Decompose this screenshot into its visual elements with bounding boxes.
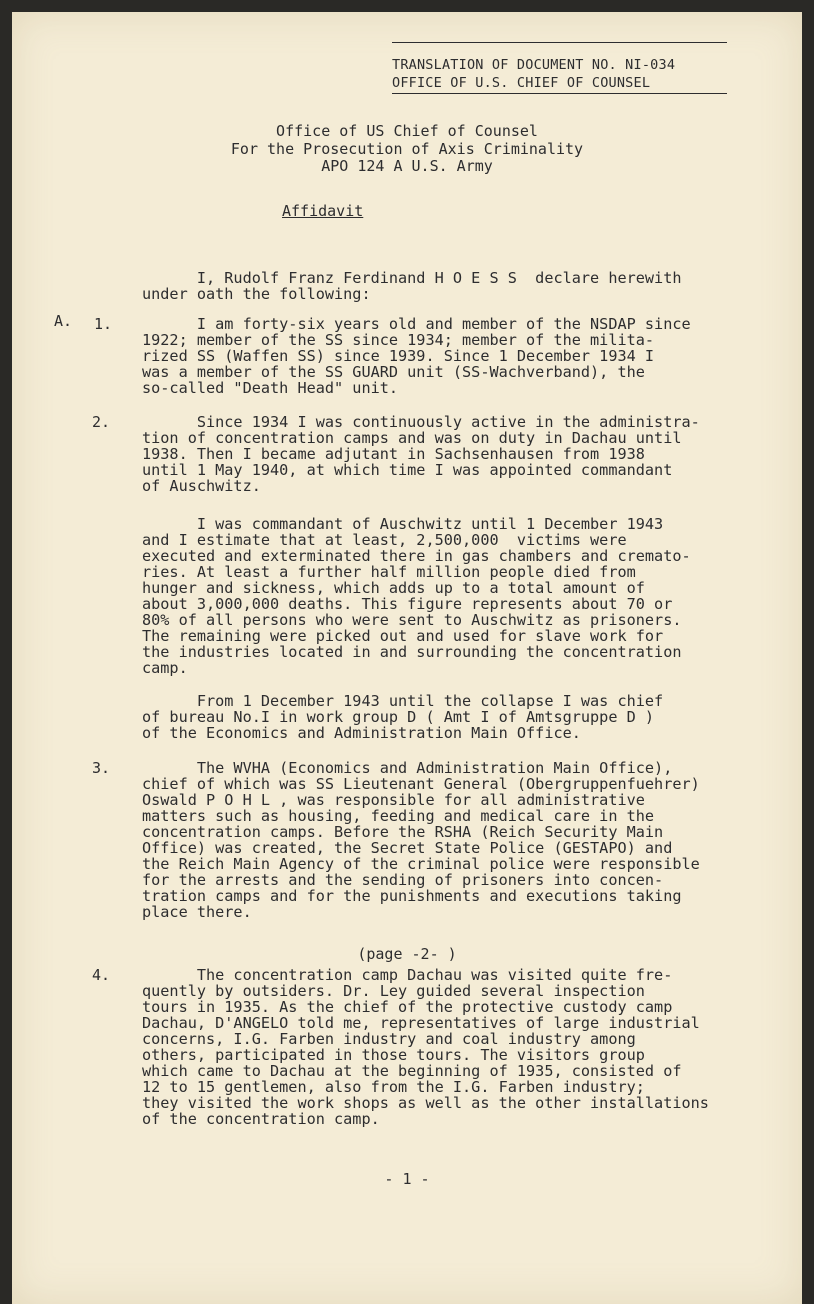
section-a-marker: A. — [54, 312, 73, 330]
page-number: - 1 - — [384, 1170, 430, 1188]
paragraph-number-3: 3. — [92, 759, 111, 777]
office-line1: Office of US Chief of Counsel — [276, 122, 538, 140]
paragraph-4: The concentration camp Dachau was visited quite fre- quently by outsiders. Dr. Ley guided several inspection tours in 1935. As the chief of the protective custody camp Dachau, D'ANGELO told me, representatives of large industrial concerns, I.G. Farben industry and coal industry among others, participated in those tours. The visitors group which came to Dachau at the beginning of 1935, consisted of 12 to 15 gentlemen, also from the I.G. Farben industry; they visited the work shops as well as the other installations of the concentration camp. — [142, 966, 709, 1128]
paragraph-3: The WVHA (Economics and Administration Main Office), chief of which was SS Lieutenant General (Obergruppenfuehrer) Oswald P O H L , was responsible for all administrative matters such as housing, feeding and medical care in the concentration camps. Before the RSHA (Reich Security Main Office) was created, the Secret State Police (GESTAPO) and the Reich Main Agency of the criminal police were responsible for the arrests and the sending of prisoners into concen- tration camps and for the punishments and executions taking place there. — [142, 759, 700, 921]
paragraph-1: I am forty-six years old and member of the NSDAP since 1922; member of the SS since 1934; member of the milita- rized SS (Waffen SS) since 1939. Since 1 December 1934 I was a member of the SS GUARD unit (SS-Wachverband), the so-called "Death Head" unit. — [142, 315, 691, 397]
paragraph-2: Since 1934 I was continuously active in the administra- tion of concentration camps and was on duty in Dachau until 1938. Then I became adjutant in Sachsenhausen from 1938 until 1 May 1940, at which time I was appointed commandant of Auschwitz. — [142, 413, 700, 495]
document-page — [12, 12, 802, 1304]
translation-header-line1: TRANSLATION OF DOCUMENT NO. NI-034 — [392, 57, 676, 73]
intro-paragraph: I, Rudolf Franz Ferdinand H O E S S declare herewith under oath the following: — [142, 269, 682, 303]
header-bottom-rule — [392, 93, 727, 94]
translation-header-line2: OFFICE OF U.S. CHIEF OF COUNSEL — [392, 75, 651, 91]
paragraph-2b: I was commandant of Auschwitz until 1 December 1943 and I estimate that at least, 2,500,000 victims were executed and exterminated there in gas chambers and cremato- ries. At least a further half million people died from hunger and sickness, which adds up to a total amount of about 3,000,000 deaths. This figure represents about 70 or 80% of all persons who were sent to Auschwitz as prisoners. The remaining were picked out and used for slave work for the industries located in and surrounding the concentration camp. — [142, 515, 691, 677]
paragraph-number-1: 1. — [94, 315, 113, 333]
office-line3: APO 124 A U.S. Army — [321, 157, 493, 175]
paragraph-number-2: 2. — [92, 413, 111, 431]
header-top-rule — [392, 42, 727, 43]
document-title: Affidavit — [282, 202, 364, 220]
paragraph-2c: From 1 December 1943 until the collapse I was chief of bureau No.I in work group D ( Amt I of Amtsgruppe D ) of the Economics and Administration Main Office. — [142, 692, 664, 742]
office-line2: For the Prosecution of Axis Criminality — [230, 140, 584, 158]
page-continuation-marker: (page -2- ) — [357, 945, 457, 963]
paragraph-number-4: 4. — [92, 966, 111, 984]
